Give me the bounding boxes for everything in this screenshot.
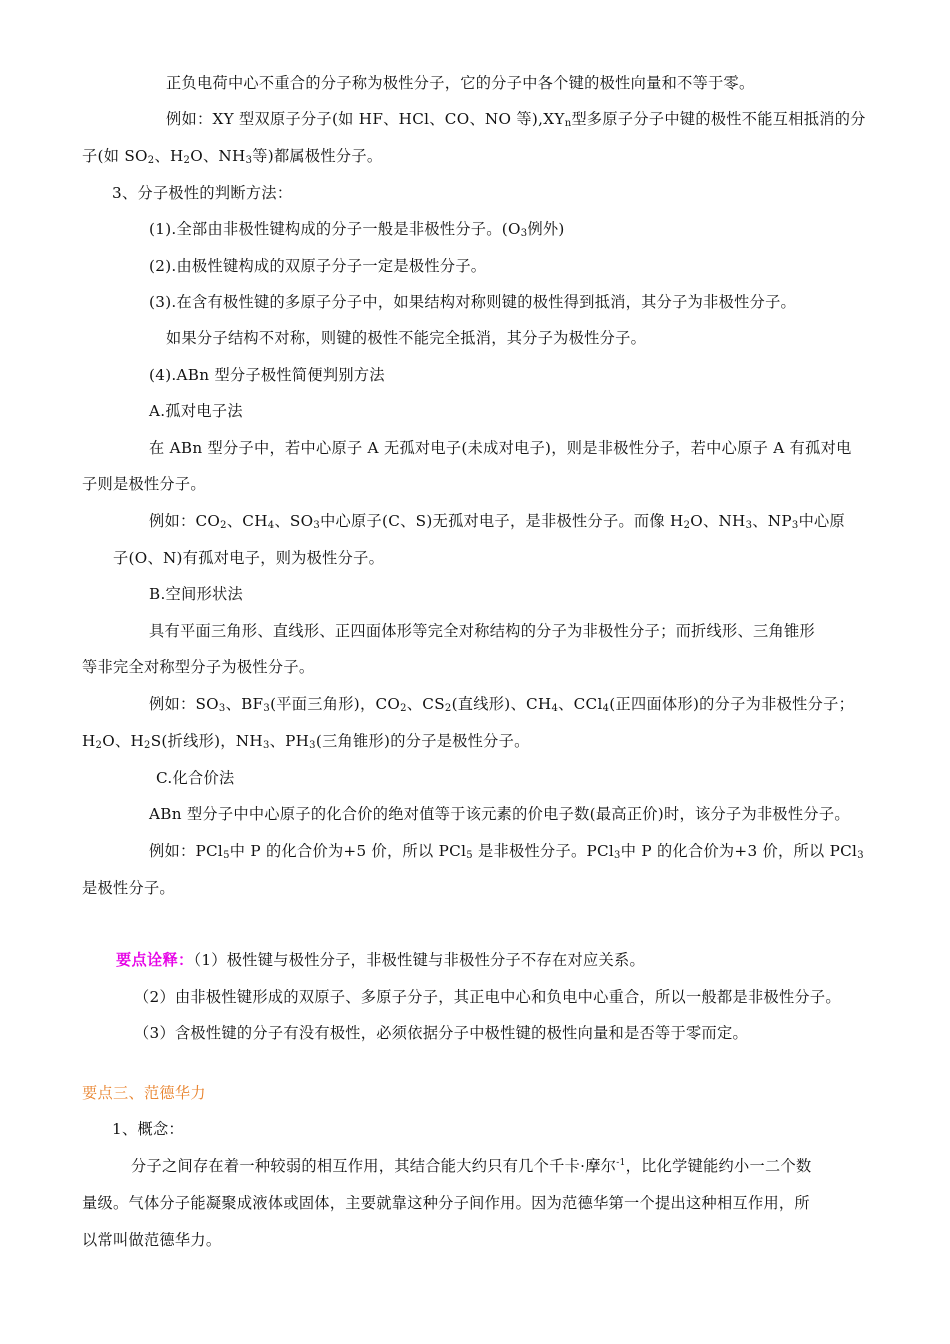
para-spatial-shape-example-2: $H_2O$、$H_2S$(折线形)，$NH_3$、$PH_3$(三角锥形)的分子是极性分子。 [82,732,530,751]
para-concept-3: 以常叫做范德华力。 [82,1231,222,1249]
method-2: (2).由极性键构成的双原子分子一定是极性分子。 [149,257,487,275]
para-polar-example-2: 子(如 $SO_2$、$H_2O$、$NH_3$等)都属极性分子。 [82,147,383,166]
para-concept-2: 量级。气体分子能凝聚成液体或固体，主要就靠这种分子间作用。因为范德华第一个提出这种相互作用，所 [82,1194,810,1212]
para-polar-example-1: 例如：XY 型双原子分子(如 HF、HCl、CO、NO 等)$,XY_n$型多原子分子中键的极性不能互相抵消的分 [166,110,866,129]
note-line-1: 要点诠释：（1）极性键与极性分子，非极性键与非极性分子不存在对应关系。 [116,951,645,969]
para-concept-1: 分子之间存在着一种较弱的相互作用，其结合能大约只有几个千卡·摩尔$^{-1}$，比化学键能约小一二个数 [131,1157,812,1175]
para-valence-example: 例如：PCl$_5$中 P 的化合价为+5 价，所以 PCl$_5$ 是非极性分子。PCl$_3$中 P 的化合价为+3 价，所以 PCl$_3$ [149,842,864,861]
para-lone-pair-example: 例如：$CO_2$、$CH_4$、$SO_3$中心原子(C、S)无孤对电子，是非极性分子。而像 $H_2O$、$NH_3$、$NP_3$中心原 [149,512,846,531]
method-4: (4).ABn 型分子极性简便判别方法 [149,366,385,384]
subheading-spatial-shape: B.空间形状法 [149,585,244,603]
para-spatial-shape-1: 具有平面三角形、直线形、正四面体形等完全对称结构的分子为非极性分子；而折线形、三角锥形 [149,622,815,640]
method-3: (3).在含有极性键的多原子分子中，如果结构对称则键的极性得到抵消，其分子为非极性分子。 [149,293,797,311]
note-line-3: （3）含极性键的分子有没有极性，必须依据分子中极性键的极性向量和是否等于零而定。 [134,1024,748,1042]
para-lone-pair-1: 在 ABn 型分子中，若中心原子 A 无孤对电子(未成对电子)，则是非极性分子，若中心原子 A 有孤对电 [149,439,852,457]
para-spatial-shape-2: 等非完全对称型分子为极性分子。 [82,658,315,676]
subheading-valence: C.化合价法 [156,769,235,787]
para-valence-1: ABn 型分子中中心原子的化合价的绝对值等于该元素的价电子数(最高正价)时，该分子为非极性分子。 [149,805,850,823]
note-label: 要点诠释： [116,951,194,969]
subheading-lone-pair: A.孤对电子法 [149,402,243,420]
para-lone-pair-example-2: 子(O、N)有孤对电子，则为极性分子。 [113,549,385,567]
para-spatial-shape-example: 例如：$SO_3$、$BF_3$(平面三角形)，$CO_2$、$CS_2$(直线形)、$CH_4$、CCl$_4$(正四面体形)的分子为非极性分子； [149,695,855,714]
section-title-van-der-waals: 要点三、范德华力 [82,1084,206,1102]
para-polar-definition: 正负电荷中心不重合的分子称为极性分子，它的分子中各个键的极性向量和不等于零。 [166,74,755,92]
para-valence-example-2: 是极性分子。 [82,879,175,897]
note-line-2: （2）由非极性键形成的双原子、多原子分子，其正电中心和负电中心重合，所以一般都是非极性分子。 [134,988,841,1006]
method-1: (1).全部由非极性键构成的分子一般是非极性分子。($O_3$例外) [149,220,565,239]
heading-concept: 1、概念： [112,1120,184,1138]
para-lone-pair-2: 子则是极性分子。 [82,475,206,493]
method-3-continued: 如果分子结构不对称，则键的极性不能完全抵消，其分子为极性分子。 [166,329,647,347]
heading-judgment-methods: 3、分子极性的判断方法： [112,184,293,202]
